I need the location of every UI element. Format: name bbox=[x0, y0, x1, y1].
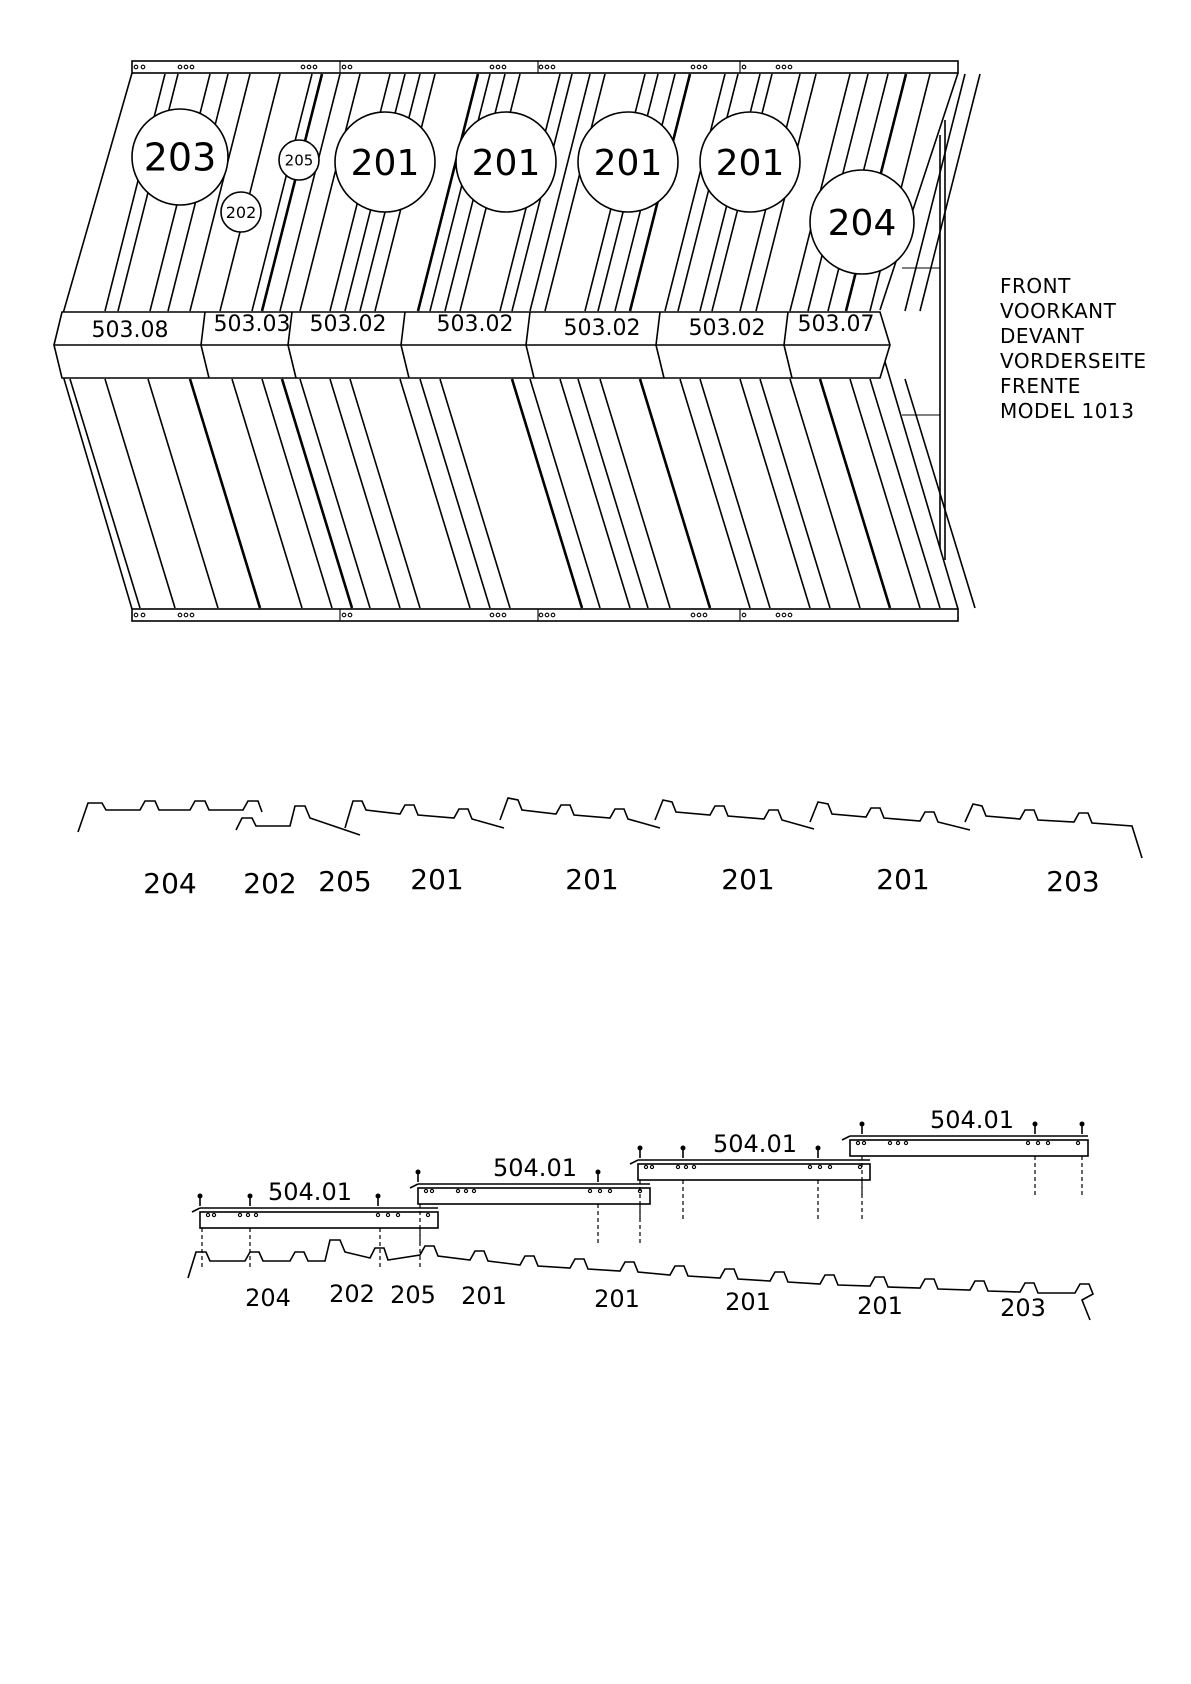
lower-rib bbox=[420, 379, 490, 608]
beam-label: 503.02 bbox=[563, 316, 641, 341]
caption-line: FRENTE bbox=[1000, 374, 1081, 398]
bolt-hole bbox=[703, 613, 707, 617]
bolt-hole bbox=[307, 65, 311, 69]
panel-profile-view bbox=[78, 798, 1142, 858]
rail-label: 504.01 bbox=[930, 1106, 1014, 1134]
bolt-hole bbox=[141, 613, 145, 617]
bolt-hole bbox=[342, 613, 346, 617]
bolt-hole bbox=[539, 613, 543, 617]
bolt-hole bbox=[697, 65, 701, 69]
bolt-hole bbox=[301, 65, 305, 69]
bolt-hole bbox=[697, 613, 701, 617]
lower-rib bbox=[740, 379, 810, 608]
panel-label: 201 bbox=[857, 1292, 903, 1320]
lower-rib bbox=[790, 379, 860, 608]
bolt-hole bbox=[184, 613, 188, 617]
screw-icon bbox=[816, 1146, 821, 1151]
caption-line: VORDERSEITE bbox=[1000, 349, 1147, 373]
bolt-hole bbox=[178, 65, 182, 69]
callout-label: 201 bbox=[471, 142, 541, 184]
lower-rib bbox=[400, 379, 470, 608]
profile-label: 205 bbox=[318, 865, 372, 898]
bolt-hole bbox=[551, 65, 555, 69]
bolt-hole bbox=[782, 613, 786, 617]
lower-rib bbox=[300, 379, 370, 608]
caption-line: MODEL 1013 bbox=[1000, 399, 1135, 423]
panel-label: 202 bbox=[329, 1280, 375, 1308]
bolt-hole bbox=[502, 65, 506, 69]
rail-beam bbox=[850, 1140, 1088, 1156]
profile-line-e bbox=[655, 800, 814, 829]
screw-icon bbox=[681, 1146, 686, 1151]
profile-line-d bbox=[500, 798, 660, 828]
rail-beam bbox=[200, 1212, 438, 1228]
screw-icon bbox=[860, 1122, 865, 1127]
profile-line-a bbox=[78, 801, 262, 832]
bolt-hole bbox=[742, 613, 746, 617]
lower-rib bbox=[148, 379, 218, 608]
bolt-hole bbox=[496, 613, 500, 617]
lower-rib bbox=[600, 379, 670, 608]
bolt-hole bbox=[190, 613, 194, 617]
profile-line-f bbox=[810, 802, 970, 830]
panel-label: 201 bbox=[594, 1285, 640, 1313]
lower-rib bbox=[262, 379, 332, 608]
profile-label: 203 bbox=[1046, 865, 1100, 898]
rail-labels bbox=[245, 1280, 1046, 1322]
callout-label: 201 bbox=[350, 142, 420, 184]
bolt-hole bbox=[545, 65, 549, 69]
panel-label: 201 bbox=[461, 1282, 507, 1310]
upper-rib bbox=[905, 74, 965, 311]
panel-label: 205 bbox=[390, 1281, 436, 1309]
screw-icon bbox=[376, 1194, 381, 1199]
callout-label: 203 bbox=[143, 135, 217, 180]
screw-icon bbox=[1033, 1122, 1038, 1127]
bolt-hole bbox=[313, 65, 317, 69]
bolt-hole bbox=[190, 65, 194, 69]
bolt-hole bbox=[348, 65, 352, 69]
bolt-hole bbox=[348, 613, 352, 617]
screw-icon bbox=[198, 1194, 203, 1199]
rail-lip bbox=[192, 1208, 200, 1212]
lower-rib bbox=[190, 379, 260, 608]
beam-label: 503.02 bbox=[309, 312, 387, 337]
bolt-hole bbox=[490, 613, 494, 617]
lower-rib bbox=[350, 379, 420, 608]
upper-rib bbox=[252, 74, 312, 311]
rail-beam bbox=[638, 1164, 870, 1180]
bolt-hole bbox=[776, 613, 780, 617]
bolt-hole bbox=[502, 613, 506, 617]
lower-rib bbox=[850, 379, 920, 608]
profile-label: 201 bbox=[721, 863, 775, 896]
bolt-hole bbox=[342, 65, 346, 69]
profile-label: 201 bbox=[565, 863, 619, 896]
bolt-hole bbox=[134, 613, 138, 617]
beam-label: 503.02 bbox=[688, 316, 766, 341]
rail-beam bbox=[418, 1188, 650, 1204]
beam-label: 503.02 bbox=[436, 312, 514, 337]
lower-rib bbox=[820, 379, 890, 608]
profile-label: 202 bbox=[243, 867, 297, 900]
bolt-hole bbox=[141, 65, 145, 69]
caption-line: DEVANT bbox=[1000, 324, 1085, 348]
profile-label: 201 bbox=[876, 863, 930, 896]
lower-rib bbox=[530, 379, 600, 608]
rail-label: 504.01 bbox=[493, 1154, 577, 1182]
bolt-hole bbox=[184, 65, 188, 69]
panel-label: 204 bbox=[245, 1284, 291, 1312]
ridge-beams bbox=[54, 312, 890, 378]
callout-label: 201 bbox=[593, 142, 663, 184]
rail-assembly-view bbox=[188, 1106, 1093, 1320]
caption-line: FRONT bbox=[1000, 274, 1071, 298]
bolt-hole bbox=[703, 65, 707, 69]
caption-line: VOORKANT bbox=[1000, 299, 1117, 323]
lower-rib bbox=[440, 379, 510, 608]
rail-lip bbox=[630, 1160, 638, 1164]
upper-rib bbox=[920, 74, 980, 311]
bolt-hole bbox=[691, 65, 695, 69]
bolt-hole bbox=[788, 613, 792, 617]
lower-rib bbox=[578, 379, 648, 608]
rail-label: 504.01 bbox=[713, 1130, 797, 1158]
screw-icon bbox=[596, 1170, 601, 1175]
roof-top-view bbox=[54, 61, 980, 621]
rail-profile-line bbox=[188, 1240, 1093, 1320]
profile-line-g bbox=[965, 804, 1142, 858]
callout-label: 205 bbox=[284, 151, 314, 170]
callout-label: 202 bbox=[225, 202, 257, 222]
bolt-hole bbox=[551, 613, 555, 617]
lower-rib bbox=[680, 379, 750, 608]
bolt-hole bbox=[134, 65, 138, 69]
part-callouts bbox=[132, 109, 914, 274]
upper-rib bbox=[280, 74, 340, 311]
screw-icon bbox=[248, 1194, 253, 1199]
right-edge-lower bbox=[880, 345, 958, 609]
lower-rib bbox=[512, 379, 582, 608]
side-caption bbox=[1000, 274, 1147, 423]
panel-label: 201 bbox=[725, 1288, 771, 1316]
callout-label: 204 bbox=[827, 202, 897, 244]
beam-label: 503.03 bbox=[213, 312, 291, 337]
bolt-hole bbox=[545, 613, 549, 617]
screw-icon bbox=[416, 1170, 421, 1175]
rail-lip bbox=[842, 1136, 850, 1140]
bolt-hole bbox=[539, 65, 543, 69]
lower-rib bbox=[760, 379, 830, 608]
bolt-hole bbox=[776, 65, 780, 69]
profile-line-b bbox=[236, 806, 360, 835]
bolt-hole bbox=[782, 65, 786, 69]
profile-line-c bbox=[345, 801, 504, 828]
screw-icon bbox=[638, 1146, 643, 1151]
rail-label: 504.01 bbox=[268, 1178, 352, 1206]
callout-label: 201 bbox=[715, 142, 785, 184]
profile-label: 201 bbox=[410, 863, 464, 896]
panel-label: 203 bbox=[1000, 1294, 1046, 1322]
bolt-hole bbox=[788, 65, 792, 69]
lower-rib bbox=[70, 379, 140, 608]
bolt-hole bbox=[490, 65, 494, 69]
beam-label: 503.08 bbox=[91, 318, 169, 343]
left-edge-lower bbox=[54, 345, 132, 609]
bolt-hole bbox=[742, 65, 746, 69]
bolt-hole bbox=[178, 613, 182, 617]
bolt-hole bbox=[496, 65, 500, 69]
lower-rib bbox=[700, 379, 770, 608]
beam-label: 503.07 bbox=[797, 312, 875, 337]
lower-rib bbox=[640, 379, 710, 608]
bolt-hole bbox=[691, 613, 695, 617]
screw-icon bbox=[1080, 1122, 1085, 1127]
profile-labels bbox=[143, 863, 1099, 900]
profile-label: 204 bbox=[143, 867, 197, 900]
rail-lip bbox=[410, 1184, 418, 1188]
lower-rib bbox=[282, 379, 352, 608]
lower-rib bbox=[105, 379, 175, 608]
